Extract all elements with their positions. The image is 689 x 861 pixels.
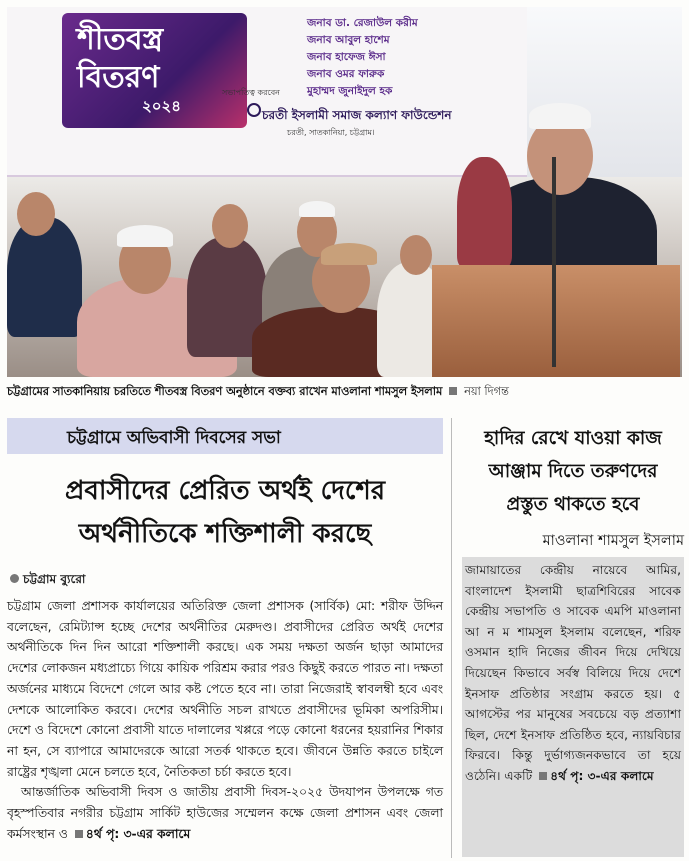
person-figure xyxy=(7,217,82,337)
photo-caption xyxy=(7,383,682,402)
square-bullet-icon xyxy=(75,830,83,838)
banner-name: জনাব ওমর ফারুক xyxy=(307,68,385,80)
banner-name: জনাব আবুল হাশেম xyxy=(307,34,390,46)
speaker-cap xyxy=(529,103,591,129)
banner-name: মুহাম্মদ জুনাইদুল হক xyxy=(307,85,393,97)
article-kicker: চট্টগ্রামে অভিবাসী দিবসের সভা xyxy=(7,418,443,454)
article-byline xyxy=(10,571,85,591)
headline-line: প্রস্তুত থাকতে হবে xyxy=(506,494,640,515)
headline-line: হাদির রেখে যাওয়া কাজ xyxy=(484,428,662,449)
person-cap xyxy=(299,201,335,217)
caption-source: নয়া দিগন্ত xyxy=(464,385,509,398)
event-banner xyxy=(7,7,527,177)
paragraph-text: আন্তর্জাতিক অভিবাসী দিবস ও জাতীয় প্রবাসী দিবস-২০২৫ উদযাপন উপলক্ষে গত বৃহস্পতিবার নগরীর চট্টগ্রাম সার্কিট হাউজের সম্মেলন কক্ষে জেলা প্রশাসন এবং জেলা কর্মসংস্থান ও xyxy=(7,785,443,841)
banner-name: জনাব ডা. রেজাউল করীম xyxy=(307,17,418,29)
continued-link[interactable]: ৪র্থ পৃ: ৩-এর কলামে xyxy=(85,826,191,841)
wooden-podium xyxy=(432,265,680,377)
article-paragraph: চট্টগ্রাম জেলা প্রশাসক কার্যালয়ের অতিরিক্ত জেলা প্রশাসক (সার্বিক) মো: শরীফ উদ্দিন বলেছেন, রেমিট্যান্স হচ্ছে দেশের অর্থনীতির মেরুদণ্ড। প্রবাসীদের প্রেরিত অর্থই দেশের অর্থনীতিকে দিন দিন আরো শক্তিশালী করছে। এক সময় দক্ষতা অর্জন ছাড়া আমাদের দেশের লোকজন মধ্যপ্রাচ্যে গিয়ে কায়িক পরিশ্রম করার পরও কিছুই করতে পারত না। দক্ষতা অর্জনের মাধ্যমে বিদেশে গেলে আর কষ্ট পেতে হবে না। তারা নিজেরাই স্বাবলম্বী হবে এবং দেশকে আলোকিত করবে। দেশের অর্থনীতি সচল রাখতে প্রবাসীদের ভূমিকা অপরিসীম। দেশে ও বিদেশে কোনো প্রবাসী যাতে দালালের খপ্পরে পড়ে কোনো ধরনের হয়রানির শিকার না হন, সে ব্যাপারে আমাদেরকে আরো সতর্ক থাকতে হবে। জীবনে উন্নতি করতে চাইলে রাষ্ট্রের শৃঙ্খলা মেনে চলতে হবে, নৈতিকতা চর্চা করতে হবে। xyxy=(7,599,443,779)
headline-line: অর্থনীতিকে শক্তিশালী করছে xyxy=(78,519,372,549)
bullet-dot-icon xyxy=(10,574,19,583)
foundation-emblem-icon xyxy=(247,103,261,117)
person-cap xyxy=(117,225,173,247)
foundation-address: চরতী, সাতকানিয়া, চট্টগ্রাম। xyxy=(287,128,375,137)
person-figure xyxy=(457,157,512,267)
headline-line: আঞ্জাম দিতে তরুণদের xyxy=(488,461,658,482)
side-article-headline xyxy=(462,422,684,521)
article-headline xyxy=(7,470,443,556)
article-body xyxy=(7,596,443,844)
news-photo xyxy=(7,7,682,377)
person-head xyxy=(212,204,248,248)
square-bullet-icon xyxy=(449,387,457,395)
person-head xyxy=(17,192,55,236)
person-head xyxy=(400,235,432,275)
banner-chair-label: সভাপতিত্ব করবেন xyxy=(222,88,280,97)
byline-text: চট্টগ্রাম ব্যুরো xyxy=(23,572,86,586)
column-divider xyxy=(451,418,452,858)
caption-text: চট্টগ্রামের সাতকানিয়ায় চরতিতে শীতবস্ত্র বিতরণ অনুষ্ঠানে বক্তব্য রাখেন মাওলানা শামসুল ইসলাম xyxy=(7,385,443,398)
headline-line: প্রবাসীদের প্রেরিত অর্থই দেশের xyxy=(64,476,386,506)
banner-foundation xyxy=(262,107,452,140)
side-article-body xyxy=(462,557,684,857)
foundation-name: চরতী ইসলামী সমাজ কল্যাণ ফাউন্ডেশন xyxy=(262,108,452,122)
person-cap xyxy=(321,243,377,265)
microphone-stand-icon xyxy=(552,157,556,367)
continued-link[interactable]: ৪র্থ পৃ: ৩-এর কলামে xyxy=(550,768,654,783)
side-article-author: মাওলানা শামসুল ইসলাম xyxy=(542,533,684,549)
article-paragraph xyxy=(7,782,443,844)
side-article-text: জামায়াতের কেন্দ্রীয় নায়েবে আমির, বাংলাদেশ ইসলামী ছাত্রশিবিরের সাবেক কেন্দ্রীয় সভাপতি ও সাবেক এমপি মাওলানা আ ন ম শামসুল ইসলাম বলেছেন, শরিফ ওসমান হাদি নিজের জীবন দিয়ে দেখিয়ে দিয়েছেন কিভাবে সর্বস্ব বিলিয়ে দিয়ে দেশে ইনসাফ প্রতিষ্ঠার সংগ্রাম করতে হয়। ৫ আগস্টের পর মানুষের সবচেয়ে বড় প্রত্যাশা ছিল, দেশে ইনসাফ প্রতিষ্ঠিত হবে, ন্যায়বিচার ফিরবে। কিন্তু দুর্ভাগ্যজনকভাবে তা হয়ে ওঠেনি। একটি xyxy=(465,563,681,783)
banner-names xyxy=(307,15,418,100)
banner-name: জনাব হাফেজ ঈসা xyxy=(307,51,386,63)
banner-title: শীতবস্ত্র বিতরণ xyxy=(77,22,164,95)
square-bullet-icon xyxy=(539,772,547,780)
banner-year: ২০২৪ xyxy=(142,97,181,115)
